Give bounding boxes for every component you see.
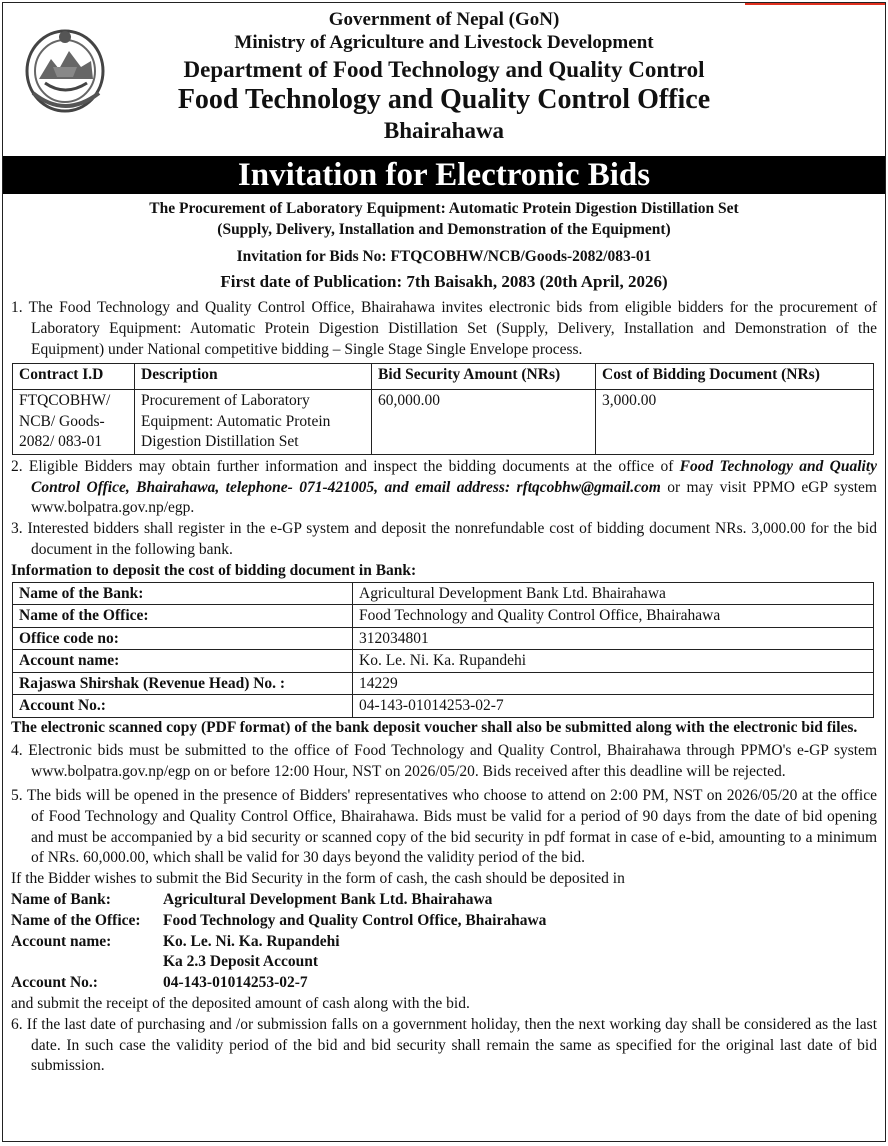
header-government: Government of Nepal (GoN) — [328, 9, 560, 30]
contract-id-cell: FTQCOBHW/ NCB/ Goods-2082/ 083-01 — [13, 390, 135, 455]
table-row: Account name: Ko. Le. Ni. Ka. Rupandehi — [13, 650, 874, 673]
bid-security-cell: 60,000.00 — [372, 390, 596, 455]
cash-account-no-row: Account No.: 04-143-01014253-02-7 — [11, 974, 308, 992]
cash-office-row: Name of the Office: Food Technology and Quality Control Office, Bhairahawa — [11, 911, 547, 929]
paragraph-2: 2. Eligible Bidders may obtain further information and inspect the bidding documents at the office of Food Technology and Quality Control Office, Bhairahawa, telephone- 071-421005, and email address: rftqcobhw@gmail.com or may visit PPMO eGP system www.bolpatra.gov.np/egp. — [11, 457, 878, 517]
publication-date: First date of Publication: 7th Baisakh, 2083 (20th April, 2026) — [220, 272, 668, 291]
table-header-row — [13, 364, 874, 390]
paragraph-3: 3. Interested bidders shall register in the e-GP system and deposit the nonrefundable cost of bidding document NRs. 3,000.00 for the bid document in the following bank. — [11, 520, 877, 559]
description-cell: Procurement of Laboratory Equipment: Automatic Protein Digestion Distillation Set — [135, 390, 372, 455]
cash-account-row: Account name: Ko. Le. Ni. Ka. Rupandehi — [11, 932, 340, 950]
table-row: Rajaswa Shirshak (Revenue Head) No. : 14229 — [13, 672, 874, 695]
column-header: Description — [135, 364, 372, 390]
paragraph-6: 6. If the last date of purchasing and /or submission falls on a government holiday, then the next working day shall be considered as the last date. In such case the validity period of the bid and bid security shall remain the same as specified for the original last date of bid submission. — [11, 1015, 877, 1075]
table-row — [13, 390, 874, 455]
bank-info-table — [12, 582, 874, 718]
column-header: Cost of Bidding Document (NRs) — [596, 364, 874, 390]
table-row: Account No.: 04-143-01014253-02-7 — [13, 695, 874, 718]
header-office: Food Technology and Quality Control Office — [177, 84, 711, 115]
notice-title-banner: Invitation for Electronic Bids — [3, 156, 885, 194]
table-row: Name of the Bank: Agricultural Development Bank Ltd. Bhairahawa — [13, 582, 874, 605]
header-location: Bhairahawa — [383, 118, 505, 143]
header-department: Department of Food Technology and Quality Control — [183, 57, 705, 82]
header — [3, 3, 885, 156]
ifb-number: Invitation for Bids No: FTQCOBHW/NCB/Goods-2082/083-01 — [236, 248, 652, 265]
header-ministry: Ministry of Agriculture and Livestock Development — [234, 32, 654, 53]
document-cost-cell: 3,000.00 — [596, 390, 874, 455]
paragraph-4: 4. Electronic bids must be submitted to the office of Food Technology and Quality Control, Bhairahawa through PPMO's e-GP system www.bolpatra.gov.np/egp on or before 12:00 Hour, NST on 2026/05/20. Bids received after this deadline will be rejected. — [11, 742, 877, 781]
notice-page — [2, 2, 886, 1142]
voucher-note: The electronic scanned copy (PDF format) of the bank deposit voucher shall also be submitted along with the electronic bid files. — [11, 718, 858, 736]
column-header: Bid Security Amount (NRs) — [372, 364, 596, 390]
subject-line-2: (Supply, Delivery, Installation and Demonstration of the Equipment) — [217, 221, 671, 238]
table-row: Name of the Office: Food Technology and Quality Control Office, Bhairahawa — [13, 605, 874, 628]
cash-bank-row: Name of Bank: Agricultural Development Bank Ltd. Bhairahawa — [11, 891, 493, 909]
table-row: Office code no: 312034801 — [13, 627, 874, 650]
contract-table — [12, 363, 874, 455]
nepal-emblem-icon — [23, 23, 107, 115]
paragraph-1: 1. The Food Technology and Quality Control Office, Bhairahawa invites electronic bids from eligible bidders for the procurement of Laboratory Equipment: Automatic Protein Digestion Distillation Set (Supply, Delivery, Installation and Demonstration of the Equipment) under National competitive bidding – Single Stage Single Envelope process. — [11, 299, 877, 358]
column-header: Contract I.D — [13, 364, 135, 390]
cash-outro: and submit the receipt of the deposited amount of cash along with the bid. — [11, 995, 470, 1013]
cash-intro: If the Bidder wishes to submit the Bid Security in the form of cash, the cash should be deposited in — [11, 870, 625, 888]
bank-info-heading: Information to deposit the cost of bidding document in Bank: — [11, 561, 417, 579]
paragraph-5: 5. The bids will be opened in the presence of Bidders' representatives who choose to attend on 2:00 PM, NST on 2026/05/20 at the office of Food Technology and Quality Control Office, Bhairahawa. Bids must be valid for a period of 90 days from the date of bid opening and must be accompanied by a bid security or scanned copy of the bid security in pdf format in case of e-bid, amounting to a minimum of NRs. 60,000.00, which shall be valid for 30 days beyond the validity period of the bid. — [11, 787, 877, 867]
office-contact-details: Food Technology and Quality Control Office, Bhairahawa, telephone- 071-421005, and email address: rftqcobhw@gmail.com — [31, 457, 878, 496]
cash-account-row-2: Ka 2.3 Deposit Account — [163, 953, 318, 971]
subject-line-1: The Procurement of Laboratory Equipment: Automatic Protein Digestion Distillation Set — [149, 200, 739, 217]
